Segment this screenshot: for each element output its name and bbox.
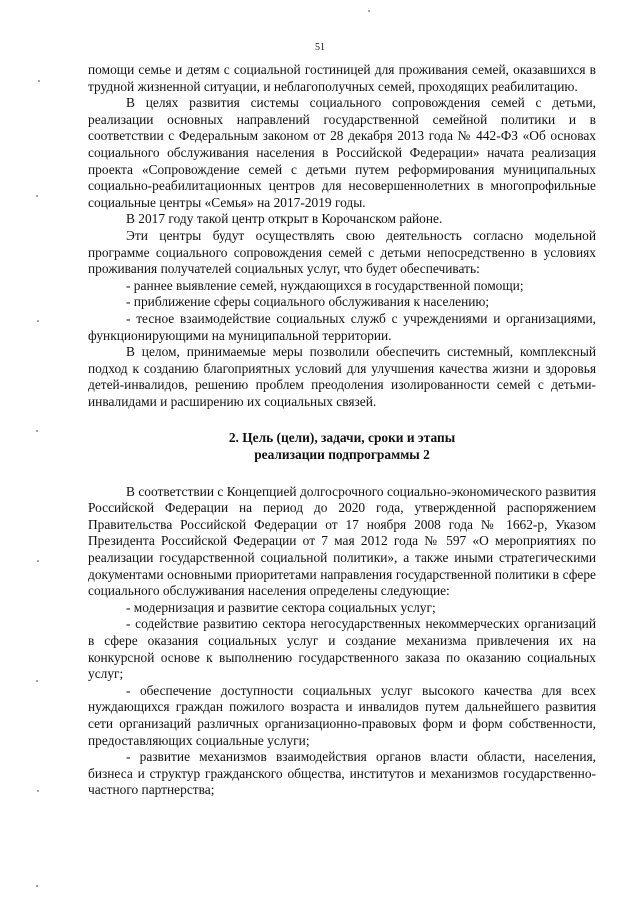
list-item: - модернизация и развитие сектора социальных услуг;: [126, 599, 436, 615]
section-heading: [88, 430, 596, 463]
scan-speck: [36, 195, 38, 197]
scan-speck: [37, 320, 39, 322]
section-heading-line1: 2. Цель (цели), задачи, сроки и этапы: [228, 430, 456, 446]
paragraph: В 2017 году такой центр открыт в Корочанском районе.: [126, 211, 443, 227]
scan-speck: [38, 80, 40, 82]
list-item: - содействие развитию сектора негосударственных некоммерческих организаций в сфере оказания социальных услуг и создание механизма привлечения их на конкурсной основе к выполнению государственного заказа по оказанию социальных услуг;: [88, 616, 596, 682]
list-item: - развитие механизмов взаимодействия органов власти области, населения, бизнеса и структур гражданского общества, институтов и механизмов государственно-частного партнерства;: [88, 749, 596, 798]
scan-speck: [36, 680, 38, 682]
paragraph: В соответствии с Концепцией долгосрочного социально-экономического развития Российской Федерации на период до 2020 года, утвержденной распоряжением Правительства Российской Федерации от 17 ноября 2008 года № 1662-р, Указом Президента Российской Федерации от 7 мая 2012 года № 597 «О мероприятиях по реализации государственной социальной политики», а также иными стратегическими документами основными приоритетами направления государственной политики в сфере социального обслуживания населения определены следующие:: [88, 483, 596, 599]
scan-speck: [36, 885, 38, 887]
page-number: 51: [315, 42, 325, 53]
paragraph: помощи семье и детям с социальной гостиницей для проживания семей, оказавшихся в трудной жизненной ситуации, и неблагополучных семей, проходящих реабилитацию.: [88, 62, 596, 94]
scan-speck: [36, 430, 38, 432]
scan-speck: [368, 10, 370, 12]
list-item: - обеспечение доступности социальных услуг высокого качества для всех нуждающихся граждан пожилого возраста и инвалидов путем дальнейшего развития сети организаций различных организационно-правовых форм и форм собственности, предоставляющих социальные услуги;: [88, 682, 596, 748]
paragraph: Эти центры будут осуществлять свою деятельность согласно модельной программе социального сопровождения семей с детьми непосредственно в условиях проживания получателей социальных услуг, что будет обеспечивать:: [88, 227, 596, 277]
list-item: - приближение сферы социального обслуживания к населению;: [126, 294, 490, 310]
section-heading-line2: реализации подпрограммы 2: [254, 447, 430, 463]
list-item: - тесное взаимодействие социальных служб с учреждениями и организациями, функционирующими на муниципальной территории.: [88, 310, 596, 343]
document-body: [88, 62, 596, 799]
list-item: - раннее выявление семей, нуждающихся в государственной помощи;: [126, 277, 524, 293]
scan-speck: [37, 560, 39, 562]
scan-speck: [37, 790, 39, 792]
paragraph: В целом, принимаемые меры позволили обеспечить системный, комплексный подход к созданию благоприятных условий для улучшения качества жизни и здоровья детей-инвалидов, решению проблем преодоления изолированности семей с детьми-инвалидами и расширению их социальных связей.: [88, 344, 596, 409]
paragraph: В целях развития системы социального сопровождения семей с детьми, реализации основных направлений государственной семейной политики и в соответствии с Федеральным законом от 28 декабря 2013 года № 442-ФЗ «Об основах социального обслуживания населения в Российской Федерации» начата реализация проекта «Сопровождение семей с детьми путем реформирования муниципальных социально-реабилитационных центров для несовершеннолетних в многопрофильные социальные центры «Семья» на 2017-2019 годы.: [88, 95, 596, 210]
